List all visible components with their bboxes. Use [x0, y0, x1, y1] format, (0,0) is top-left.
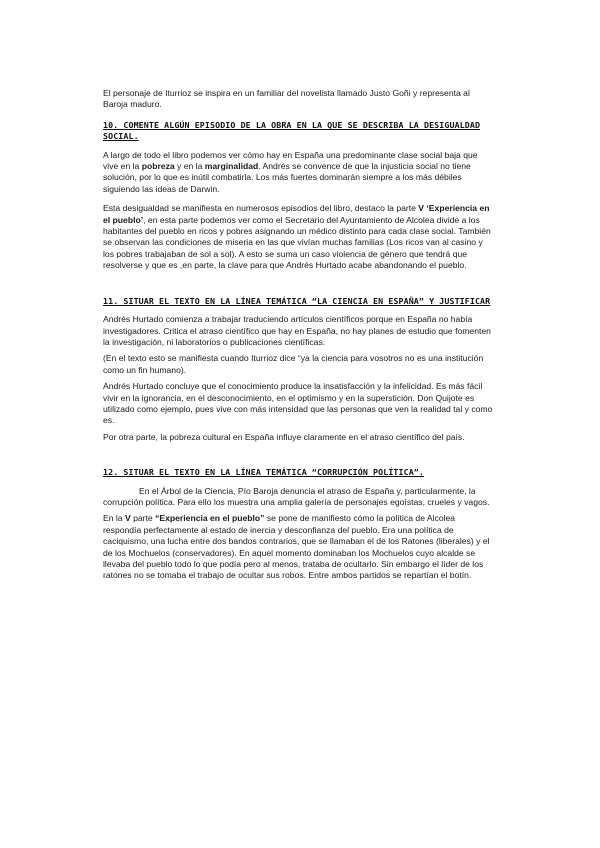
section-10-paragraph-2 — [103, 203, 495, 271]
bold-text: “Experiencia en el pueblo” — [155, 513, 265, 524]
document-page — [103, 88, 495, 582]
section-11-paragraph-4: Por otra parte, la pobreza cultural en España influye claramente en el atraso científico del país. — [103, 431, 465, 442]
text-run: . Andrés se convence de que la injusticia social no tiene solución, por lo que es inútil combatirla. Los más fuertes dominarán siempre a los más débiles siguiendo las ideas de Darwin. — [103, 161, 471, 194]
intro-paragraph: El personaje de Iturrioz se inspira en un familiar del novelista llamado Justo Goñi y representa al Baroja maduro. — [103, 88, 470, 110]
text-run: , en esta parte podemos ver como el Secretario del Ayuntamiento de Alcolea divide a los habitantes del pueblo en ricos y pobres asignando un médico distinto para cada clase social. También se observan las condiciones de miseria en las que vivían muchas familias (Los ricos van al casino y los pobres trabajaban de sol a sol). A esto se suma un caso violencia de género que tendrá que resolverse y que es ,en parte, la clave para que Andrés Hurtado acabe abandonando el pueblo. — [103, 214, 491, 271]
bold-text: marginalidad — [204, 161, 259, 172]
section-12-paragraph-2 — [103, 513, 495, 581]
text-run: Esta desigualdad se manifiesta en numerosos episodios del libro, destaco la parte — [103, 203, 419, 214]
text-run: A largo de todo el libro podemos ver cómo hay en España una predominante clase social baja que vive en la — [103, 149, 478, 172]
text-run: En la — [103, 513, 125, 524]
section-12-heading: 12. SITUAR EL TEXTO EN LA LÍNEA TEMÁTICA “CORRUPCIÓN POLÍTICA”. — [103, 467, 424, 478]
text-run: parte — [130, 513, 156, 524]
text-run: se pone de manifiesto cómo la política de Alcolea respondía perfectamente al estado de inercia y desconfianza del pueblo. Era una política de caciquismo, una lucha entre dos bandos contrarios, que se llamaban el de los Ratones (liberales) y el de los Mochuelos (conservadores). En aquel momento dominaban los Mochuelos cuyo alcalde se llevaba del pueblo todo lo que podía pero al menos, trataba de ocultarlo. Sin embargo el líder de los ratones no se tomaba el trabajo de ocultar sus robos. Entre ambos partidos se repartían el botín. — [103, 513, 490, 581]
section-11-paragraph-3: Andrés Hurtado concluye que el conocimiento produce la insatisfacción y la infelicidad. Es más fácil vivir en la ignorancia, en el desconocimiento, en el optimismo y en la superstición. Don Quijote es utilizado como ejemplo, pues vive con más intensidad que las personas que ven la realidad tal y como es. — [103, 381, 493, 426]
section-11-heading: 11. SITUAR EL TEXTO EN LA LÍNEA TEMÁTICA “LA CIENCIA EN ESPAÑA” Y JUSTIFICAR — [103, 295, 491, 306]
section-10-paragraph-1 — [103, 150, 495, 196]
section-10-heading: 10. COMENTE ALGÚN EPISODIO DE LA OBRA EN LA QUE SE DESCRIBA LA DESIGUALDAD SOCIAL. — [103, 119, 481, 142]
bold-text: V — [124, 513, 131, 524]
section-11-paragraph-2: (En el texto esto se manifiesta cuando Iturrioz dice “ya la ciencia para vosotros no es una institución como un fin humano). — [103, 353, 484, 375]
bold-text: V ‘Experiencia en el pueblo’ — [103, 203, 490, 225]
section-11-paragraph-1: Andrés Hurtado comienza a trabajar traduciendo artículos científicos porque en España no había investigadores. Critica el atraso científico que hay en España, no hay planes de estudio que fomenten la investigación, ni laboratorios o publicaciones científicas. — [103, 314, 491, 347]
text-run: y en la — [174, 161, 205, 172]
bold-text: pobreza — [141, 161, 175, 172]
section-12-paragraph-1: En el Árbol de la Ciencia, Pío Baroja denuncia el atraso de España y, particularmente, la corrupción política. Para ello los muestra una amplia galería de personajes egoístas, crueles y vagos. — [103, 485, 490, 507]
